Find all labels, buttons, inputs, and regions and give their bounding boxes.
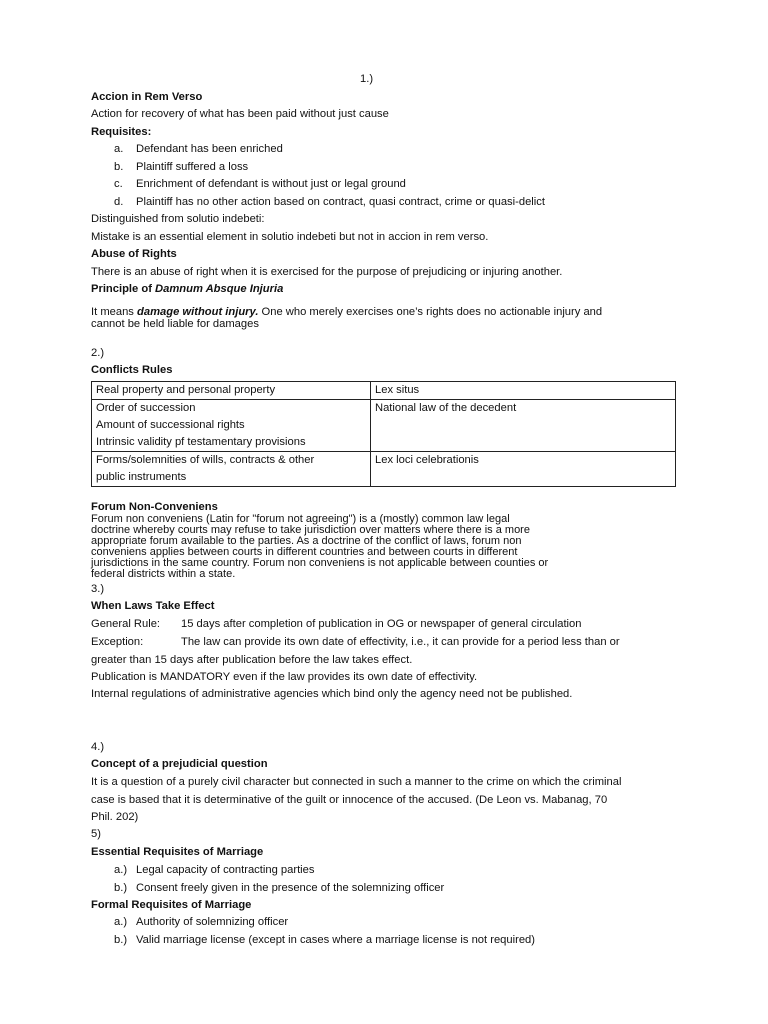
means-bold: damage without injury.: [137, 306, 259, 318]
prejudicial-line: It is a question of a purely civil character but connected in such a manner to the crime on which the criminal: [91, 776, 622, 788]
mistake-text: Mistake is an essential element in solutio indebeti but not in accion in rem verso.: [91, 231, 489, 243]
table-cell: [92, 400, 371, 452]
section-number-1: 1.): [360, 73, 374, 85]
section-number-2: 2.): [91, 347, 105, 359]
heading-principle: [91, 282, 283, 296]
exception-label: Exception:: [91, 636, 144, 648]
cell-line: Forms/solemnities of wills, contracts & other: [96, 454, 315, 466]
principle-prefix: Principle of: [91, 283, 156, 295]
general-rule-text: 15 days after completion of publication in OG or newspaper of general circulation: [181, 618, 582, 630]
means-prefix: It means: [91, 306, 138, 318]
list-marker: a.): [114, 916, 128, 928]
paragraph-line: appropriate forum available to the parties. As a doctrine of the conflict of laws, forum non: [91, 535, 522, 547]
heading-essential-requisites: Essential Requisites of Marriage: [91, 846, 264, 858]
table-cell: National law of the decedent: [371, 400, 676, 452]
list-text: Consent freely given in the presence of the solemnizing officer: [136, 882, 445, 894]
publication-text: Publication is MANDATORY even if the law provides its own date of effectivity.: [91, 671, 478, 683]
abuse-text: There is an abuse of right when it is exercised for the purpose of prejudicing or injuring another.: [91, 266, 563, 278]
list-text: Defendant has been enriched: [136, 143, 283, 155]
heading-abuse-of-rights: Abuse of Rights: [91, 248, 177, 260]
paragraph-line: federal districts within a state.: [91, 568, 236, 580]
heading-formal-requisites: Formal Requisites of Marriage: [91, 899, 252, 911]
heading-forum-non-conveniens: Forum Non-Conveniens: [91, 501, 218, 513]
distinguished-text: Distinguished from solutio indebeti:: [91, 213, 265, 225]
list-marker: a.): [114, 864, 128, 876]
table-row: [92, 452, 676, 487]
list-marker: b.): [114, 934, 128, 946]
list-marker: a.: [114, 143, 124, 155]
forum-paragraph: [91, 514, 691, 580]
table-row: [92, 382, 676, 400]
paragraph-line: conveniens applies between courts in different countries and between courts in different: [91, 546, 518, 558]
accion-definition: Action for recovery of what has been paid without just cause: [91, 108, 389, 120]
heading-accion-in-rem-verso: Accion in Rem Verso: [91, 91, 203, 103]
prejudicial-line: case is based that it is determinative of the guilt or innocence of the accused. (De Leon vs. Mabanag, 70: [91, 794, 608, 806]
means-text-line2: cannot be held liable for damages: [91, 318, 259, 330]
principle-italic: Damnum Absque Injuria: [155, 283, 284, 295]
section-number-3: 3.): [91, 583, 105, 595]
exception-text: The law can provide its own date of effectivity, i.e., it can provide for a period less than or: [181, 636, 620, 648]
list-marker: d.: [114, 196, 124, 208]
section-number-4: 4.): [91, 741, 105, 753]
section-number-5: 5): [91, 828, 101, 840]
cell-line: public instruments: [96, 471, 187, 483]
list-text: Legal capacity of contracting parties: [136, 864, 315, 876]
table-row: [92, 400, 676, 452]
list-text: Enrichment of defendant is without just or legal ground: [136, 178, 406, 190]
cell-line: Order of succession: [96, 402, 196, 414]
paragraph-line: Forum non conveniens (Latin for "forum not agreeing") is a (mostly) common law legal: [91, 513, 510, 525]
cell-line: Intrinsic validity pf testamentary provisions: [96, 436, 306, 448]
exception-text-line2: greater than 15 days after publication before the law takes effect.: [91, 654, 413, 666]
heading-requisites: Requisites:: [91, 126, 152, 138]
means-rest: One who merely exercises one’s rights does no actionable injury and: [258, 306, 603, 318]
table-cell: [92, 452, 371, 487]
list-text: Plaintiff has no other action based on contract, quasi contract, crime or quasi-delict: [136, 196, 545, 208]
cell-line: Amount of successional rights: [96, 419, 245, 431]
heading-prejudicial-question: Concept of a prejudicial question: [91, 758, 268, 770]
paragraph-line: jurisdictions in the same country. Forum non conveniens is not applicable between counties or: [91, 557, 549, 569]
list-marker: b.): [114, 882, 128, 894]
paragraph-line: doctrine whereby courts may refuse to take jurisdiction over matters where there is a more: [91, 524, 530, 536]
list-text: Valid marriage license (except in cases where a marriage license is not required): [136, 934, 535, 946]
heading-conflicts-rules: Conflicts Rules: [91, 364, 173, 376]
conflicts-rules-table: [91, 381, 676, 487]
table-cell: Lex loci celebrationis: [371, 452, 676, 487]
list-text: Plaintiff suffered a loss: [136, 161, 249, 173]
internal-regulations-text: Internal regulations of administrative agencies which bind only the agency need not be published.: [91, 688, 573, 700]
prejudicial-line: Phil. 202): [91, 811, 139, 823]
table-cell: Lex situs: [371, 382, 676, 400]
cell-line: Real property and personal property: [96, 384, 276, 396]
list-text: Authority of solemnizing officer: [136, 916, 289, 928]
general-rule-label: General Rule:: [91, 618, 161, 630]
list-marker: c.: [114, 178, 123, 190]
list-marker: b.: [114, 161, 124, 173]
table-cell: [92, 382, 371, 400]
heading-when-laws-take-effect: When Laws Take Effect: [91, 600, 215, 612]
